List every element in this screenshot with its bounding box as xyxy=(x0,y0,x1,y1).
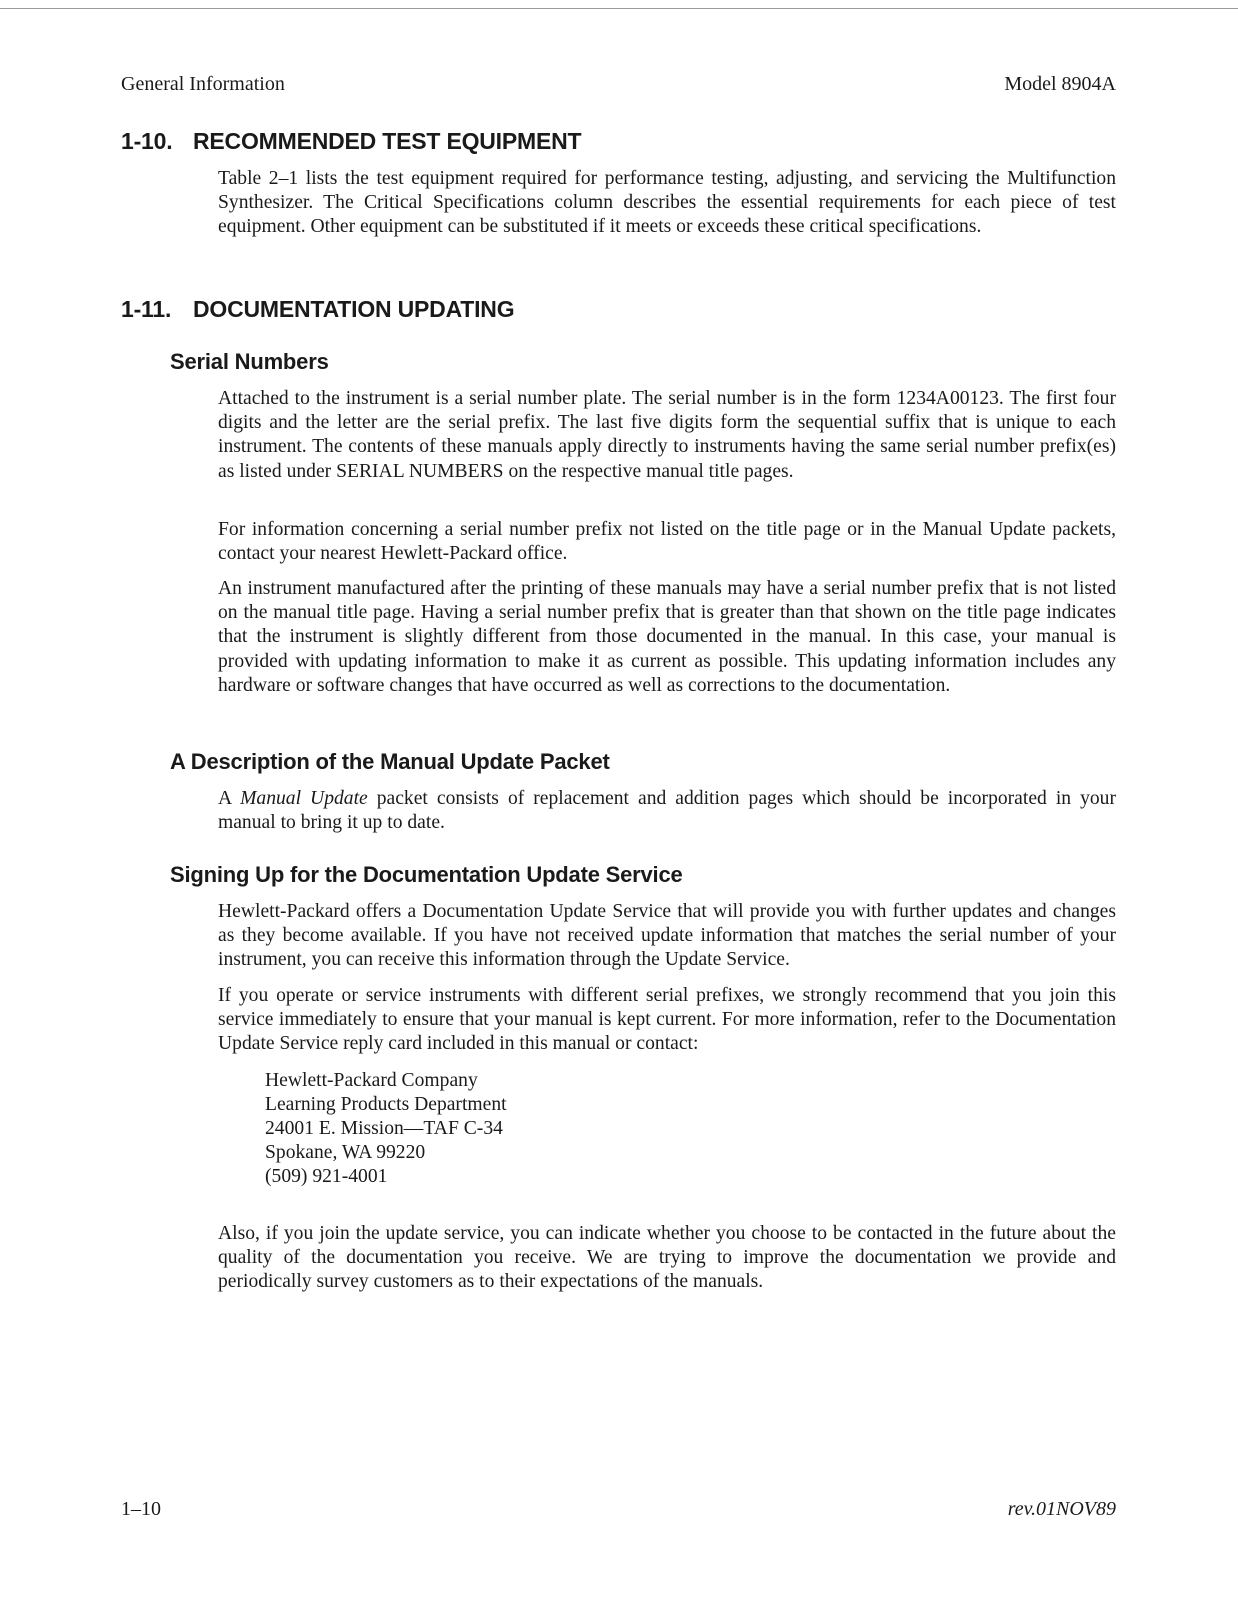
page-number: 1–10 xyxy=(121,1498,161,1520)
paragraph-newer-instrument: An instrument manufactured after the printing of these manuals may have a serial number prefix that is not listed on the manual title page. Having a serial number prefix that is greater than that shown on the title page indicates that the instrument is slightly different from those documented in the manual. In this case, your manual is provided with updating information to make it as current as possible. This updating information includes any hardware or software changes that have occurred as well as corrections to the documentation. xyxy=(218,578,1116,696)
contact-address xyxy=(265,1069,507,1189)
running-header-section: General Information xyxy=(121,73,285,95)
top-rule xyxy=(0,8,1238,9)
address-company: Hewlett-Packard Company xyxy=(265,1070,478,1091)
revision-code: rev.01NOV89 xyxy=(1007,1498,1116,1520)
heading-1-10 xyxy=(121,127,581,155)
heading-1-10-title: RECOMMENDED TEST EQUIPMENT xyxy=(193,128,582,154)
heading-signing-up: Signing Up for the Documentation Update Service xyxy=(170,862,683,887)
heading-1-11-title: DOCUMENTATION UPDATING xyxy=(193,296,515,322)
address-street: 24001 E. Mission—TAF C-34 xyxy=(265,1118,503,1139)
address-department: Learning Products Department xyxy=(265,1094,507,1115)
running-header-model: Model 8904A xyxy=(1004,73,1116,95)
heading-update-packet: A Description of the Manual Update Packet xyxy=(170,749,610,774)
paragraph-update-packet xyxy=(218,787,1116,835)
heading-1-11-number: 1-11. xyxy=(121,296,172,322)
paragraph-update-service: Hewlett-Packard offers a Documentation Update Service that will provide you with further updates and changes as they become available. If you have not received update information that matches the serial number of your instrument, you can receive this information through the Update Service. xyxy=(218,901,1116,971)
paragraph-test-equipment: Table 2–1 lists the test equipment required for performance testing, adjusting, and servicing the Multifunction Synthesizer. The Critical Specifications column describes the essential requirements for each piece of test equipment. Other equipment can be substituted if it meets or exceeds these critical specifications. xyxy=(218,168,1116,238)
update-packet-rest: packet consists of replacement and addition pages which should be incorporated in your manual to bring it up to date. xyxy=(218,788,1116,834)
paragraph-serial-plate: Attached to the instrument is a serial number plate. The serial number is in the form 1234A00123. The first four digits and the letter are the serial prefix. The last five digits form the sequential suffix that is unique to each instrument. The contents of these manuals apply directly to instruments having the same serial number prefix(es) as listed under SERIAL NUMBERS on the respective manual title pages. xyxy=(218,388,1116,482)
paragraph-prefix-not-listed: For information concerning a serial number prefix not listed on the title page or in the Manual Update packets, contact your nearest Hewlett-Packard office. xyxy=(218,519,1116,565)
heading-1-11 xyxy=(121,295,514,323)
update-packet-italic-title: Manual Update xyxy=(240,788,368,809)
paragraph-recommend-join: If you operate or service instruments with different serial prefixes, we strongly recommend that you join this service immediately to ensure that your manual is kept current. For more information, refer to the Documentation Update Service reply card included in this manual or contact: xyxy=(218,985,1116,1055)
update-packet-lead: A xyxy=(218,788,241,809)
address-phone: (509) 921-4001 xyxy=(265,1166,388,1187)
heading-serial-numbers: Serial Numbers xyxy=(170,349,329,374)
address-city: Spokane, WA 99220 xyxy=(265,1142,426,1163)
paragraph-survey: Also, if you join the update service, you can indicate whether you choose to be contacted in the future about the quality of the documentation you receive. We are trying to improve the documentation we provide and periodically survey customers as to their expectations of the manuals. xyxy=(218,1223,1116,1293)
heading-1-10-number: 1-10. xyxy=(121,128,173,154)
